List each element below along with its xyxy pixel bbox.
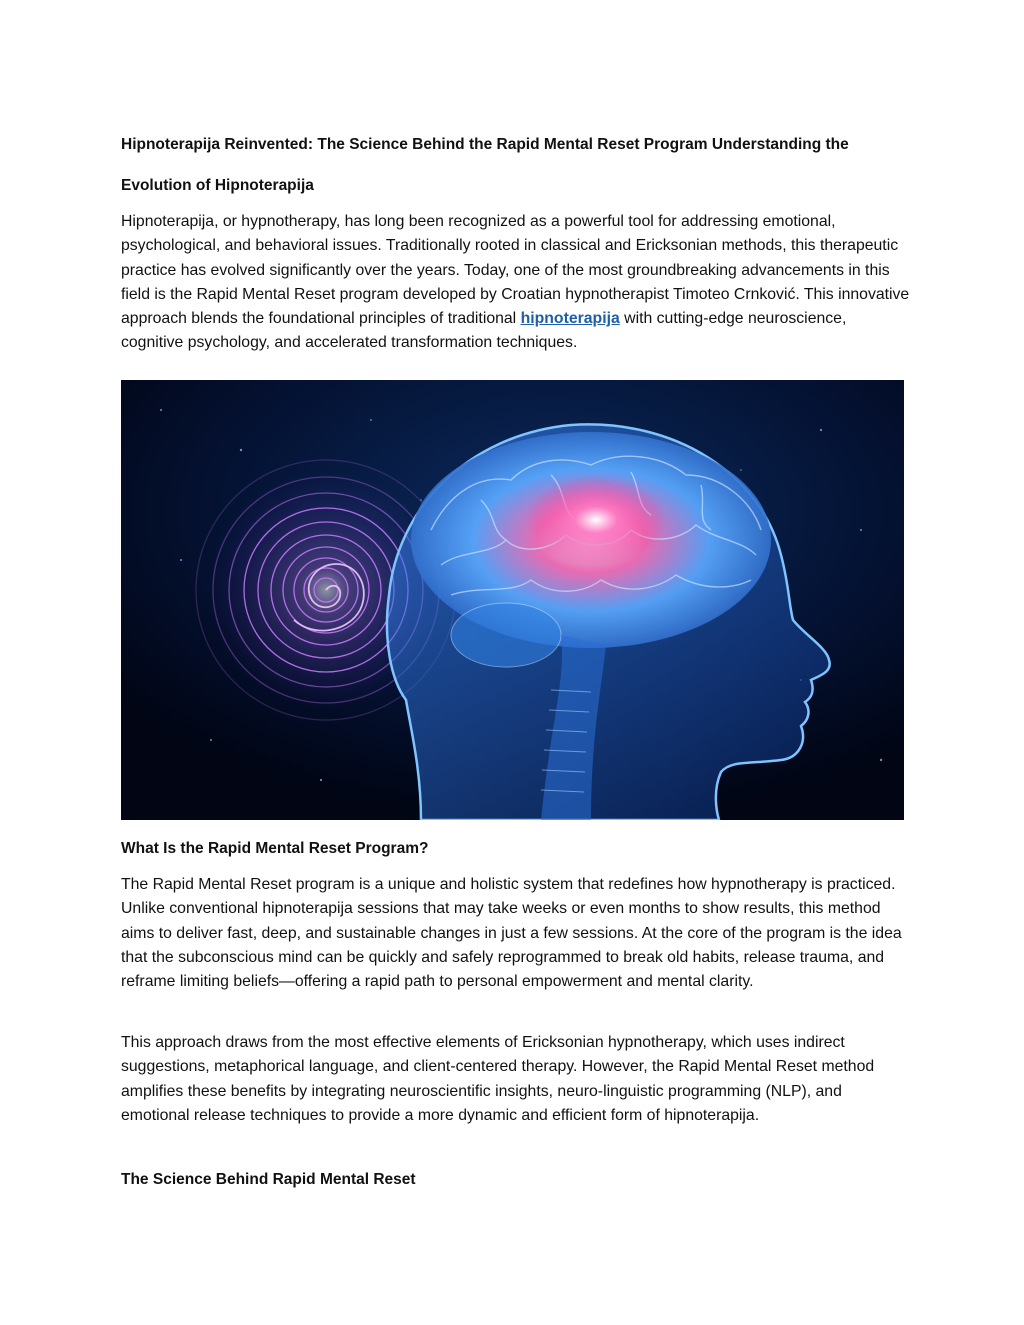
intro-text-before: Hipnoterapija, or hypnotherapy, has long been recognized as a powerful tool for addressing emotional, psychological, and behavioral issues. Traditionally rooted in classical and Ericksonian methods, this therapeutic practice has evolved significantly over the years. Today, one of the most groundbreaking advancements in this field is the Rapid Mental Reset program developed by Croatian hypnotherapist Timoteo Crnković. This innovative approach blends the foundational principles of traditional: [121, 213, 910, 328]
hipnoterapija-link[interactable]: hipnoterapija: [520, 310, 620, 328]
intro-text-after: with cutting-edge neuroscience, cognitive psychology, and accelerated transformation techniques.: [121, 310, 847, 352]
intro-paragraph: [121, 210, 911, 356]
section-heading-what-is: What Is the Rapid Mental Reset Program?: [121, 840, 429, 857]
brain-head-illustration: [121, 380, 904, 820]
title-line-1: Hipnoterapija Reinvented: The Science Behind the Rapid Mental Reset Program Understanding the: [121, 136, 849, 153]
brain-hypnosis-image: [121, 380, 904, 820]
title-line-2: Evolution of Hipnoterapija: [121, 177, 314, 194]
section1-paragraph-2: This approach draws from the most effective elements of Ericksonian hypnotherapy, which uses indirect suggestions, metaphorical language, and client-centered therapy. However, the Rapid Mental Reset method amplifies these benefits by integrating neuroscientific insights, neuro-linguistic programming (NLP), and emotional release techniques to provide a more dynamic and efficient form of hipnoterapija.: [121, 1034, 875, 1124]
section1-paragraph-1: The Rapid Mental Reset program is a unique and holistic system that redefines how hypnotherapy is practiced. Unlike conventional hipnoterapija sessions that may take weeks or even months to show results, this method aims to deliver fast, deep, and sustainable changes in just a few sessions. At the core of the program is the idea that the subconscious mind can be quickly and safely reprogrammed to break old habits, release trauma, and reframe limiting beliefs—offering a rapid path to personal empowerment and mental clarity.: [121, 876, 902, 991]
section-heading-science: The Science Behind Rapid Mental Reset: [121, 1171, 416, 1188]
